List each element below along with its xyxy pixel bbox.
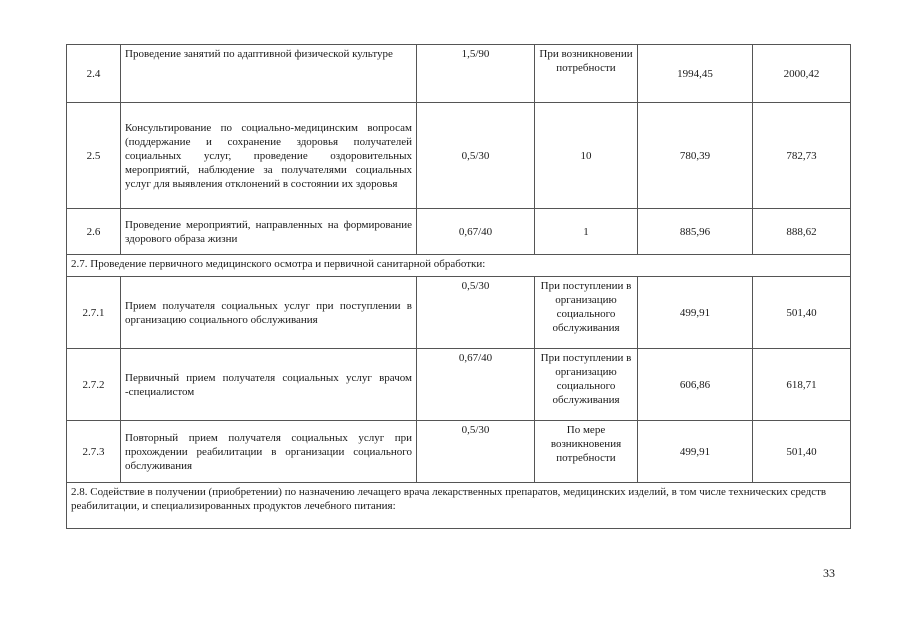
periodicity: При поступлении в организацию социального обслуживания xyxy=(535,349,638,421)
row-number: 2.4 xyxy=(67,45,121,103)
service-name: Проведение занятий по адаптивной физической культуре xyxy=(121,45,417,103)
row-number: 2.7.3 xyxy=(67,421,121,483)
table-row xyxy=(67,209,851,255)
page-number: 33 xyxy=(823,566,835,580)
row-number: 2.5 xyxy=(67,103,121,209)
row-number: 2.7.1 xyxy=(67,277,121,349)
periodicity: При возникновении потребности xyxy=(535,45,638,103)
service-name: Прием получателя социальных услуг при поступлении в организацию социального обслуживания xyxy=(121,277,417,349)
table-body xyxy=(67,45,851,529)
tariff-value-1: 499,91 xyxy=(638,421,753,483)
service-name: Первичный прием получателя социальных услуг врачом -специалистом xyxy=(121,349,417,421)
section-row xyxy=(67,255,851,277)
service-name: Проведение мероприятий, направленных на формирование здорового образа жизни xyxy=(121,209,417,255)
time-norm: 0,67/40 xyxy=(417,349,535,421)
service-name: Повторный прием получателя социальных услуг при прохождении реабилитации в организации социального обслуживания xyxy=(121,421,417,483)
tariff-value-2: 2000,42 xyxy=(753,45,851,103)
time-norm: 0,5/30 xyxy=(417,103,535,209)
tariff-value-2: 782,73 xyxy=(753,103,851,209)
periodicity: 10 xyxy=(535,103,638,209)
periodicity: По мере возникновения потребности xyxy=(535,421,638,483)
time-norm: 0,5/30 xyxy=(417,421,535,483)
table-row xyxy=(67,45,851,103)
time-norm: 1,5/90 xyxy=(417,45,535,103)
periodicity: 1 xyxy=(535,209,638,255)
row-number: 2.6 xyxy=(67,209,121,255)
tariff-value-1: 499,91 xyxy=(638,277,753,349)
time-norm: 0,5/30 xyxy=(417,277,535,349)
tariff-value-2: 618,71 xyxy=(753,349,851,421)
table-row xyxy=(67,421,851,483)
section-row xyxy=(67,483,851,529)
table-row xyxy=(67,103,851,209)
tariff-value-2: 888,62 xyxy=(753,209,851,255)
tariff-value-2: 501,40 xyxy=(753,277,851,349)
service-name: Консультирование по социально-медицинским вопросам (поддержание и сохранение здоровья получателей социальных услуг, проведение оздоровительных мероприятий, наблюдение за получателями социальных услуг для выявления отклонений в состоянии их здоровья xyxy=(121,103,417,209)
row-number: 2.7.2 xyxy=(67,349,121,421)
section-heading: 2.7. Проведение первичного медицинского осмотра и первичной санитарной обработки: xyxy=(67,255,851,277)
services-tariff-table xyxy=(66,44,851,529)
tariff-value-2: 501,40 xyxy=(753,421,851,483)
tariff-value-1: 780,39 xyxy=(638,103,753,209)
table-row xyxy=(67,349,851,421)
periodicity: При поступлении в организацию социального обслуживания xyxy=(535,277,638,349)
tariff-value-1: 885,96 xyxy=(638,209,753,255)
table-row xyxy=(67,277,851,349)
time-norm: 0,67/40 xyxy=(417,209,535,255)
section-heading: 2.8. Содействие в получении (приобретении) по назначению лечащего врача лекарственных препаратов, медицинских изделий, в том числе технических средств реабилитации, и специализированных продуктов лечебного питания: xyxy=(67,483,851,529)
tariff-value-1: 606,86 xyxy=(638,349,753,421)
tariff-value-1: 1994,45 xyxy=(638,45,753,103)
